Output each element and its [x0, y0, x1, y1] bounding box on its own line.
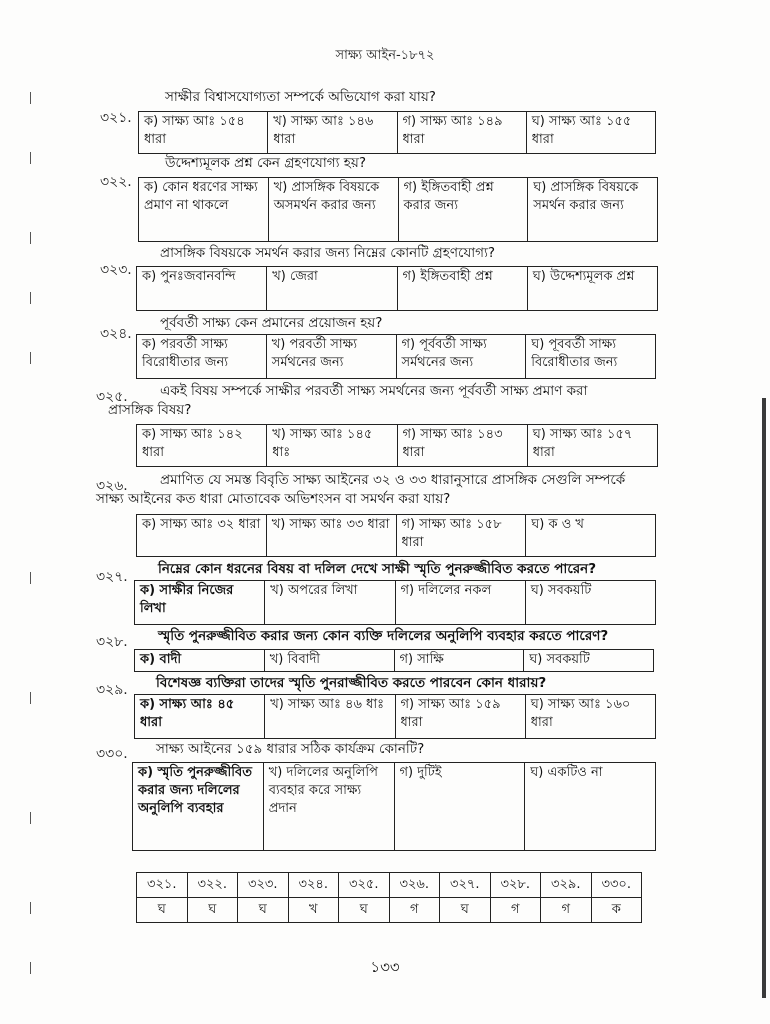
option: ক) কোন ধরণের সাক্ষ্য প্রমাণ না থাকলে: [139, 178, 269, 242]
answer-key-answer: গ: [389, 898, 440, 923]
answer-key-number: ৩২৯.: [541, 873, 592, 898]
question-text: সাক্ষ্য আইনের ১৫৯ ধারার সঠিক কার্যক্রম কোনটি?: [156, 741, 425, 757]
page-header: সাক্ষ্য আইন-১৮৭২: [335, 48, 435, 63]
option: খ) পরবর্তী সাক্ষ্য সর্মথনের জন্য: [266, 335, 396, 379]
option: ঘ) পূববর্তী সাক্ষ্য বিরোধীতার জন্য: [526, 335, 656, 379]
option: ঘ) সাক্ষ্য আঃ ১৫৫ ধারা: [526, 112, 655, 154]
question-number: ৩২৪.: [100, 326, 132, 342]
answer-key-answer: গ: [541, 898, 592, 923]
option: গ) দুটিই: [394, 763, 525, 851]
option: খ) দলিলের অনুলিপি ব্যবহার করে সাক্ষ্য প্রদান: [263, 763, 394, 851]
options-table: [134, 580, 656, 625]
option: খ) অপরের লিখা: [265, 581, 395, 625]
option: গ) সাক্ষ্য আঃ ১৪৯ ধারা: [397, 112, 526, 154]
option: ক) সাক্ষীর নিজের লিখা: [135, 581, 265, 625]
options-table: [138, 177, 658, 242]
margin-mark: [30, 572, 31, 584]
answer-key-number: ৩২৮.: [490, 873, 541, 898]
option: খ) সাক্ষ্য আঃ ১৪৬ ধারা: [268, 112, 397, 154]
options-table: [136, 266, 658, 311]
option: ক) সাক্ষ্য আঃ ৪৫ ধারা: [135, 695, 265, 739]
answer-key-number: ৩২২.: [187, 873, 238, 898]
question-text: উদ্দেশ্যমূলক প্রশ্ন কেন গ্রহণযোগ্য হয়?: [165, 155, 367, 171]
options-table: [138, 111, 656, 154]
answer-key-number: ৩২৬.: [389, 873, 440, 898]
question-text: স্মৃতি পুনরুজ্জীবিত করার জন্য কোন ব্যক্তি দলিলের অনুলিপি ব্যবহার করতে পারেণ?: [158, 628, 609, 644]
option: ঘ) একটিও না: [525, 763, 656, 851]
question-number: ৩২৭.: [96, 569, 128, 585]
option: খ) বিবাদী: [264, 650, 394, 672]
answer-key-answer: ঘ: [137, 898, 188, 923]
answer-key-numbers-row: [137, 873, 642, 898]
option: গ) ইঙ্গিতবাহী প্রশ্ন করার জন্য: [398, 178, 528, 242]
answer-key-answer: গ: [490, 898, 541, 923]
question-text: প্রাসঙ্গিক বিষয়কে সমর্থন করার জন্য নিম্নের কোনটি গ্রহণযোগ্য?: [160, 245, 496, 261]
option: ঘ) উদ্দেশ্যমূলক প্রশ্ন: [527, 267, 657, 311]
option: ঘ) সাক্ষ্য আঃ ১৫৭ ধারা: [527, 425, 657, 467]
option: খ) জেরা: [267, 267, 397, 311]
option: ঘ) সবকয়টি: [524, 650, 654, 672]
scan-edge: [762, 398, 766, 998]
margin-mark: [30, 692, 31, 704]
answer-key-table: [136, 872, 642, 923]
margin-mark: [30, 232, 31, 244]
answer-key-answer: ক: [591, 898, 642, 923]
answer-key-answers-row: [137, 898, 642, 923]
option: গ) সাক্ষ্য আঃ ১৫৯ ধারা: [395, 695, 525, 739]
answer-key-answer: ঘ: [440, 898, 491, 923]
question-number: ৩৩০.: [96, 746, 128, 762]
option: খ) সাক্ষ্য আঃ ৪৬ ধাঃ: [265, 695, 395, 739]
option: খ) প্রাসঙ্গিক বিষয়কে অসমর্থন করার জন্য: [268, 178, 398, 242]
options-table: [136, 334, 656, 379]
question-number: ৩২২.: [100, 174, 132, 190]
answer-key-number: ৩২৪.: [288, 873, 339, 898]
option: ক) স্মৃতি পুনরুজ্জীবিত করার জন্য দলিলের অনুলিপি ব্যবহার: [133, 763, 264, 851]
question-number: ৩২৬.: [96, 478, 128, 494]
options-table: [136, 424, 658, 467]
options-table: [136, 514, 656, 557]
option: ক) বাদী: [135, 650, 265, 672]
option: ঘ) সবকয়টি: [525, 581, 655, 625]
answer-key-answer: ঘ: [187, 898, 238, 923]
answer-key-number: ৩২৩.: [238, 873, 289, 898]
question-text: একই বিষয় সম্পর্কে সাক্ষীর পরবর্তী সাক্ষ্য সমর্থনের জন্য পূর্ববর্তী সাক্ষ্য প্রমাণ করা প্রাসঙ্গিক বিষয়?: [108, 383, 588, 418]
option: খ) সাক্ষ্য আঃ ৩৩ ধারা: [266, 515, 396, 557]
answer-key-number: ৩৩০.: [591, 873, 642, 898]
options-table: [134, 694, 656, 739]
question-text: বিশেষজ্ঞ ব্যক্তিরা তাদের স্মৃতি পুনরাজ্জীবিত করতে পারবেন কোন ধারায়?: [156, 675, 547, 691]
question-text: প্রমাণিত যে সমস্ত বিবৃতি সাক্ষ্য আইনের ৩২ ও ৩৩ ধারানুসারে প্রাসঙ্গিক সেগুলি সম্পর্কে সাক্ষ্য আইনের কত ধারা মোতাবেক অভিশংসন বা সমর্থন করা যায়?: [96, 472, 626, 507]
question-number: ৩২৮.: [96, 634, 128, 650]
margin-mark: [30, 92, 31, 104]
answer-key-answer: ঘ: [339, 898, 390, 923]
option: গ) পূর্ববর্তী সাক্ষ্য সর্মথনের জন্য: [396, 335, 526, 379]
question-number: ৩২৩.: [100, 262, 132, 278]
margin-mark: [30, 352, 31, 364]
options-table: [132, 762, 656, 851]
option: ক) সাক্ষ্য আঃ ১৪২ ধারা: [137, 425, 267, 467]
answer-key-number: ৩২৫.: [339, 873, 390, 898]
option: ঘ) প্রাসঙ্গিক বিষয়কে সমর্থন করার জন্য: [528, 178, 658, 242]
option: গ) সাক্ষি: [394, 650, 524, 672]
option: ঘ) সাক্ষ্য আঃ ১৬০ ধারা: [525, 695, 655, 739]
option: গ) ইঙ্গিতবাহী প্রশ্ন: [397, 267, 527, 311]
margin-mark: [30, 292, 31, 304]
option: ক) পরবর্তী সাক্ষ্য বিরোধীতার জন্য: [137, 335, 267, 379]
option: ঘ) ক ও খ: [526, 515, 656, 557]
answer-key-answer: ঘ: [238, 898, 289, 923]
option: গ) সাক্ষ্য আঃ ১৫৮ ধারা: [396, 515, 526, 557]
option: খ) সাক্ষ্য আঃ ১৪৫ ধাঃ: [267, 425, 397, 467]
option: ক) পুনঃজবানবন্দি: [137, 267, 267, 311]
answer-key-number: ৩২১.: [137, 873, 188, 898]
question-number: ৩২১.: [100, 110, 132, 126]
margin-mark: [30, 902, 31, 914]
question-text: পূর্ববর্তী সাক্ষ্য কেন প্রমানের প্রয়োজন হয়?: [160, 315, 383, 331]
option: ক) সাক্ষ্য আঃ ১৫৪ ধারা: [139, 112, 268, 154]
question-number: ৩২৯.: [96, 682, 128, 698]
option: গ) সাক্ষ্য আঃ ১৪৩ ধারা: [397, 425, 527, 467]
option: ক) সাক্ষ্য আঃ ৩২ ধারা: [137, 515, 267, 557]
question-text: সাক্ষীর বিশ্বাসযোগ্যতা সম্পর্কে অভিযোগ করা যায়?: [165, 89, 436, 105]
answer-key-answer: খ: [288, 898, 339, 923]
answer-key-number: ৩২৭.: [440, 873, 491, 898]
page-number: ১৩৩: [370, 958, 400, 976]
margin-mark: [30, 812, 31, 824]
question-text: নিম্নের কোন ধরনের বিষয় বা দলিল দেখে সাক্ষী স্মৃতি পুনরুজ্জীবিত করতে পারেন?: [158, 561, 597, 577]
question-number: ৩২৫.: [96, 389, 128, 405]
margin-mark: [30, 152, 31, 164]
option: গ) দলিলের নকল: [395, 581, 525, 625]
options-table: [134, 649, 654, 672]
